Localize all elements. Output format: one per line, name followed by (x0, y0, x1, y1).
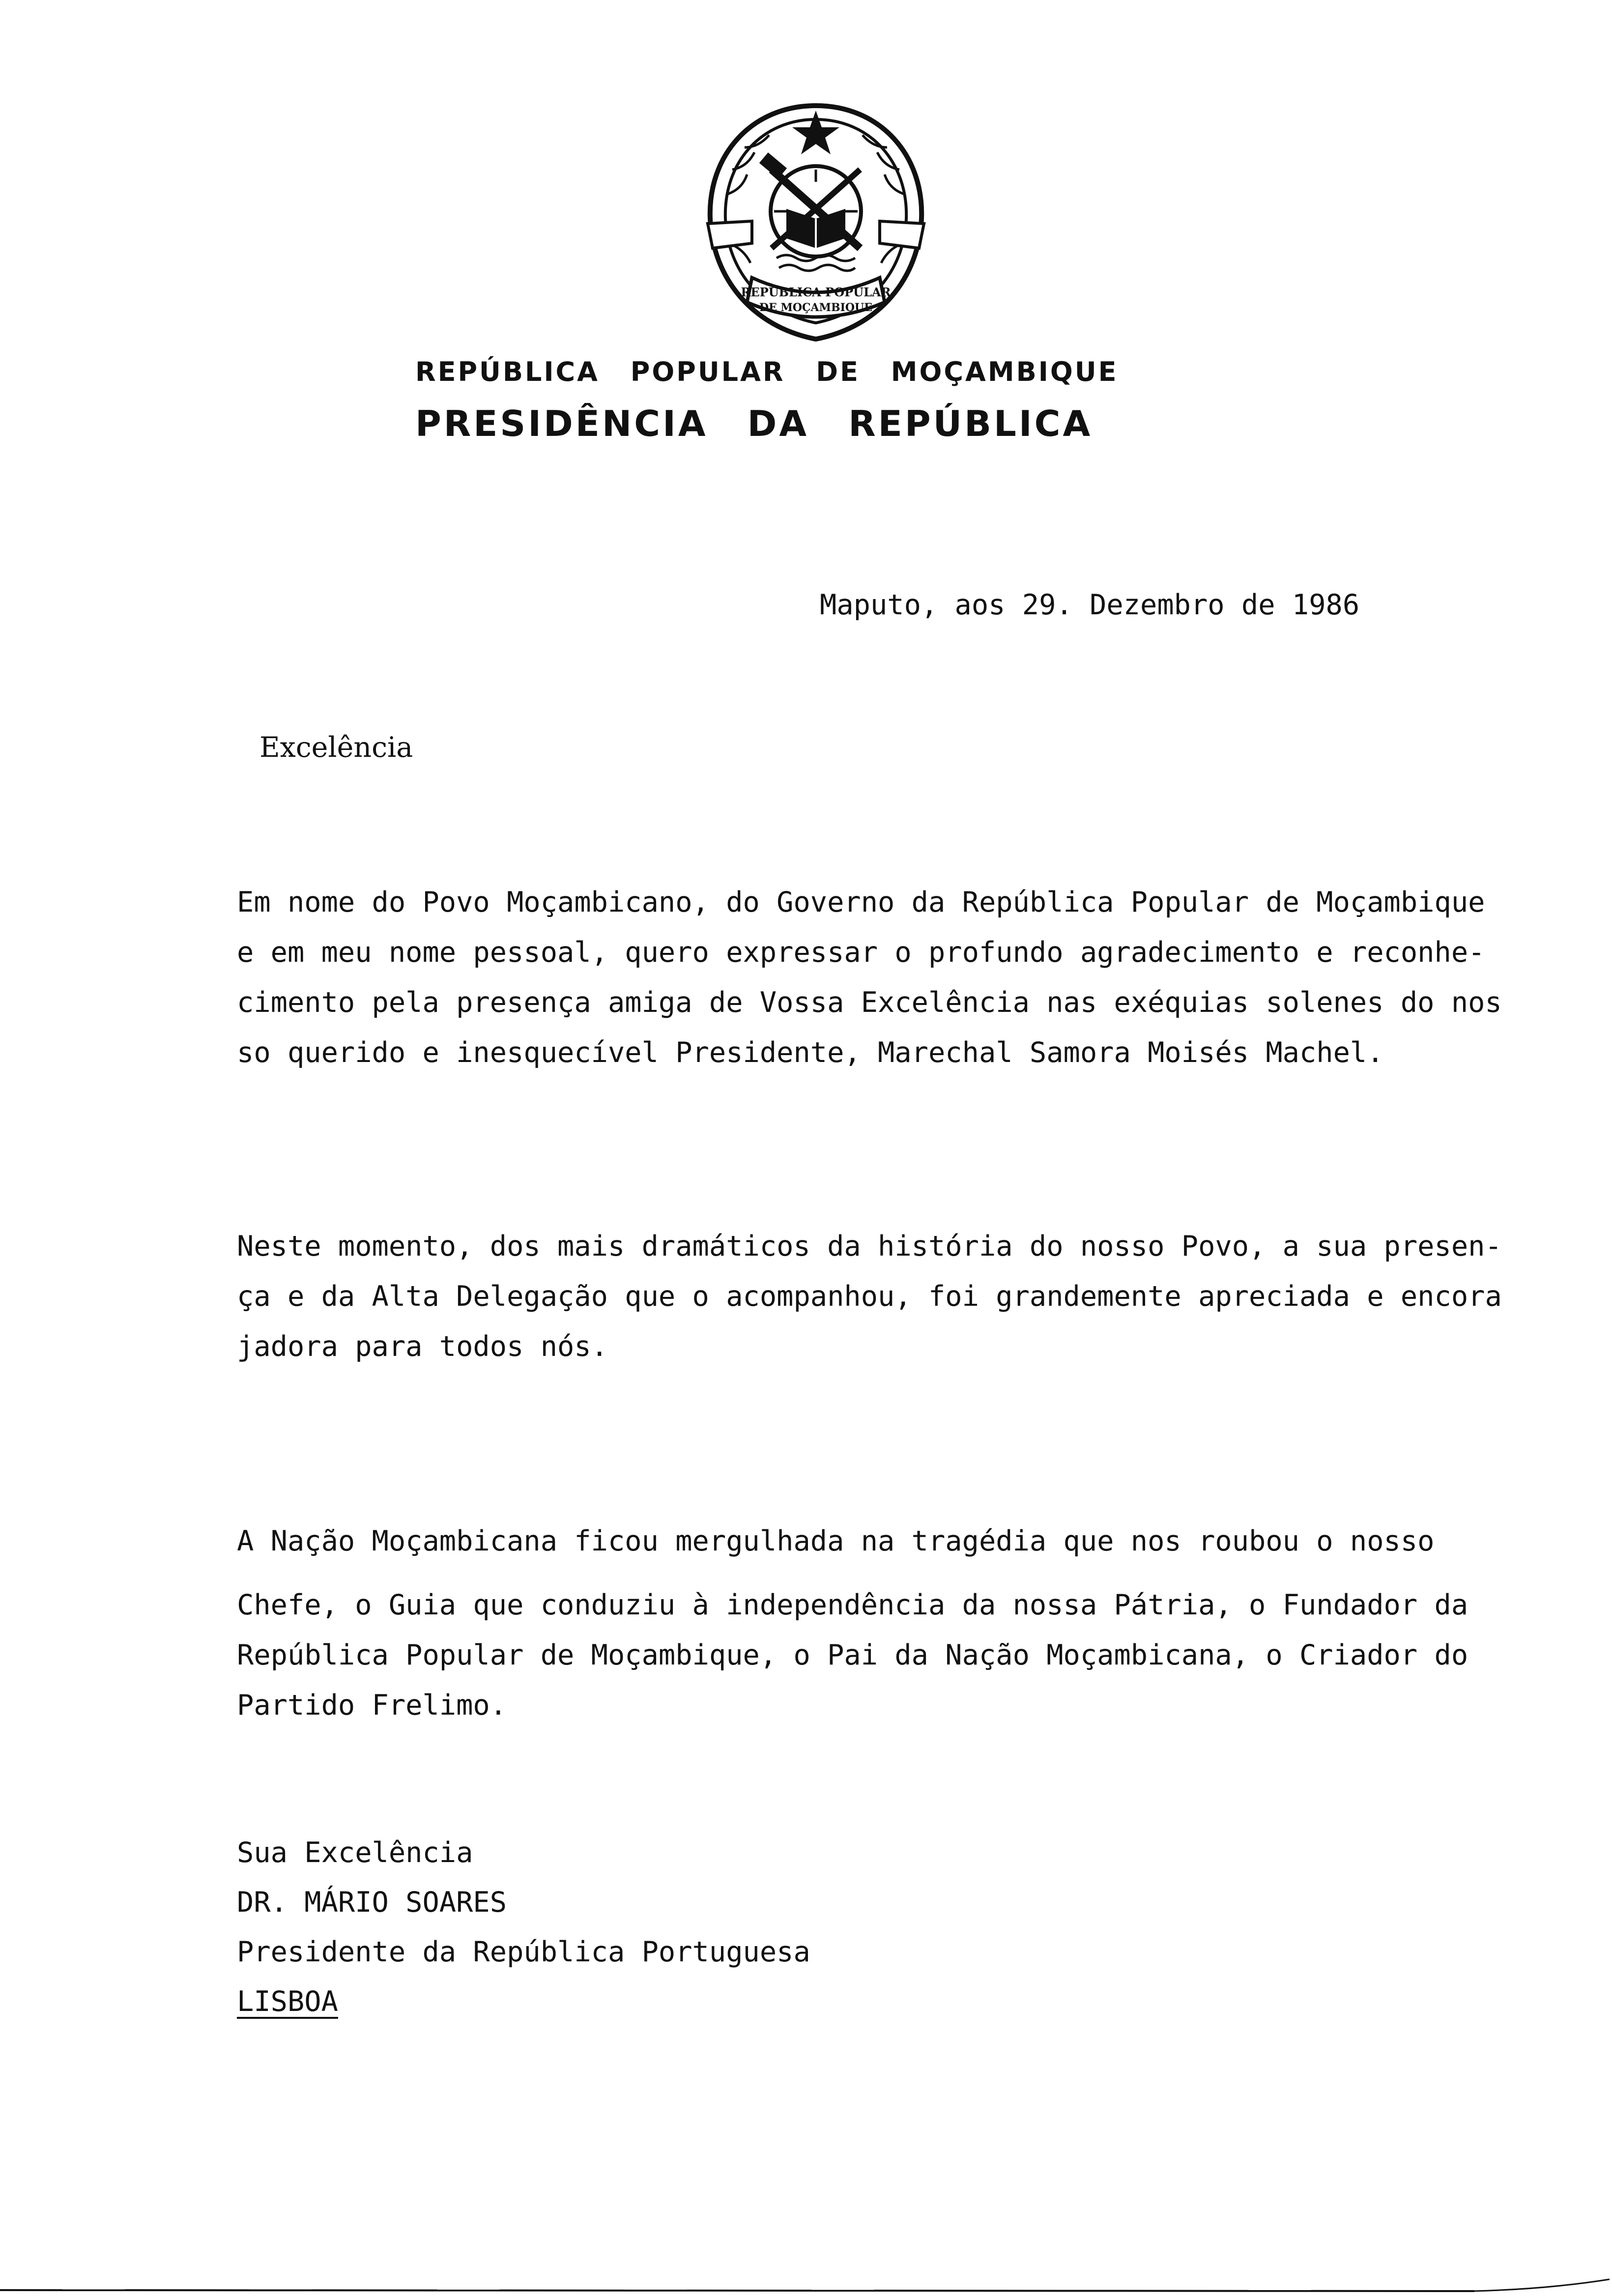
paragraph-line: cimento pela presença amiga de Vossa Excelência nas exéquias solenes do nos (237, 986, 1502, 1019)
bottom-rule-line (0, 2275, 1612, 2296)
letterhead-country: REPÚBLICA POPULAR DE MOÇAMBIQUE (415, 356, 1119, 387)
coat-of-arms-emblem (698, 96, 934, 351)
paragraph-line: Neste momento, dos mais dramáticos da história do nosso Povo, a sua presen- (237, 1230, 1502, 1263)
paragraph-line: Partido Frelimo. (237, 1689, 507, 1722)
addressee-name: DR. MÁRIO SOARES (237, 1886, 507, 1919)
emblem-ribbon-text-1: REPÚBLICA POPULAR (741, 285, 891, 299)
paragraph-line: jadora para todos nós. (237, 1330, 608, 1363)
paragraph-3 (237, 1516, 1468, 1730)
addressee-title: Sua Excelência (237, 1837, 473, 1869)
paragraph-line: República Popular de Moçambique, o Pai da Nação Moçambicana, o Criador do (237, 1639, 1468, 1671)
paragraph-line: e em meu nome pessoal, quero expressar o profundo agradecimento e reconhe- (237, 936, 1485, 969)
addressee-city: LISBOA (237, 1985, 338, 2018)
addressee-block (237, 1828, 810, 2027)
paragraph-line: so querido e inesquecível Presidente, Marechal Samora Moisés Machel. (237, 1036, 1384, 1069)
paragraph-line: Em nome do Povo Moçambicano, do Governo da República Popular de Moçambique (237, 886, 1485, 918)
addressee-position: Presidente da República Portuguesa (237, 1936, 810, 1968)
date-line: Maputo, aos 29. Dezembro de 1986 (820, 589, 1360, 621)
paragraph-line: ça e da Alta Delegação que o acompanhou, foi grandemente apreciada e encora (237, 1280, 1502, 1313)
paragraph-1 (237, 877, 1502, 1078)
paragraph-2 (237, 1221, 1502, 1372)
letterhead-office: PRESIDÊNCIA DA REPÚBLICA (415, 403, 1093, 444)
emblem-ribbon-text-2: DE MOÇAMBIQUE (759, 301, 872, 314)
paragraph-line: Chefe, o Guia que conduziu à independência da nossa Pátria, o Fundador da (237, 1589, 1468, 1621)
salutation: Excelência (259, 731, 413, 764)
paragraph-line: A Nação Moçambicana ficou mergulhada na tragédia que nos roubou o nosso (237, 1525, 1435, 1557)
